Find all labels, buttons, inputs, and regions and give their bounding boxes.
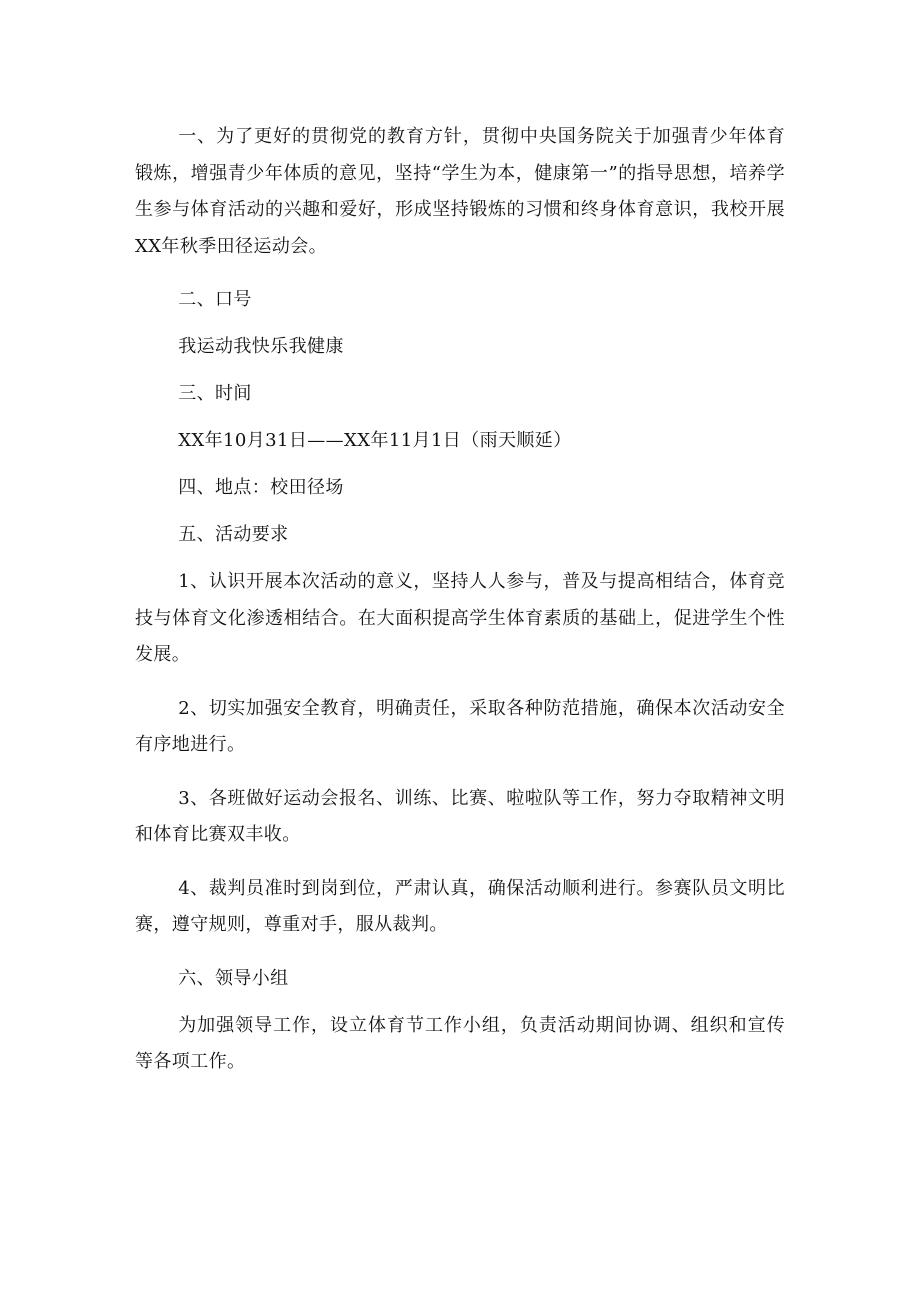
heading-location: 四、地点：校田径场 bbox=[178, 477, 344, 498]
document-body bbox=[135, 119, 785, 1098]
requirement-item-2: 2、切实加强安全教育，明确责任，采取各种防范措施，确保本次活动安全有序地进行。 bbox=[135, 697, 785, 755]
heading-leadership: 六、领导小组 bbox=[178, 967, 289, 989]
requirement-item-1: 1、认识开展本次活动的意义，坚持人人参与，普及与提高相结合，体育竞技与体育文化渗透相结合。在大面积提高学生体育素质的基础上，促进学生个性发展。 bbox=[135, 571, 785, 665]
requirement-item-4: 4、裁判员准时到岗到位，严肃认真，确保活动顺利进行。参赛队员文明比赛，遵守规则，尊重对手，服从裁判。 bbox=[135, 877, 785, 935]
heading-time: 三、时间 bbox=[178, 383, 252, 404]
slogan-text: 我运动我快乐我健康 bbox=[178, 336, 344, 357]
heading-requirements: 五、活动要求 bbox=[178, 524, 289, 545]
paragraph-purpose: 一、为了更好的贯彻党的教育方针，贯彻中央国务院关于加强青少年体育锻炼，增强青少年体质的意见，坚持“学生为本，健康第一”的指导思想，培养学生参与体育活动的兴趣和爱好，形成坚持锻炼的习惯和终身体育意识，我校开展XX年秋季田径运动会。 bbox=[135, 126, 785, 257]
heading-slogan: 二、口号 bbox=[178, 289, 252, 310]
requirement-item-3: 3、各班做好运动会报名、训练、比赛、啦啦队等工作，努力夺取精神文明和体育比赛双丰收。 bbox=[135, 787, 785, 845]
time-text: XX年10月31日——XX年11月1日（雨天顺延） bbox=[178, 430, 572, 451]
leadership-text: 为加强领导工作，设立体育节工作小组，负责活动期间协调、组织和宣传等各项工作。 bbox=[135, 1014, 785, 1072]
